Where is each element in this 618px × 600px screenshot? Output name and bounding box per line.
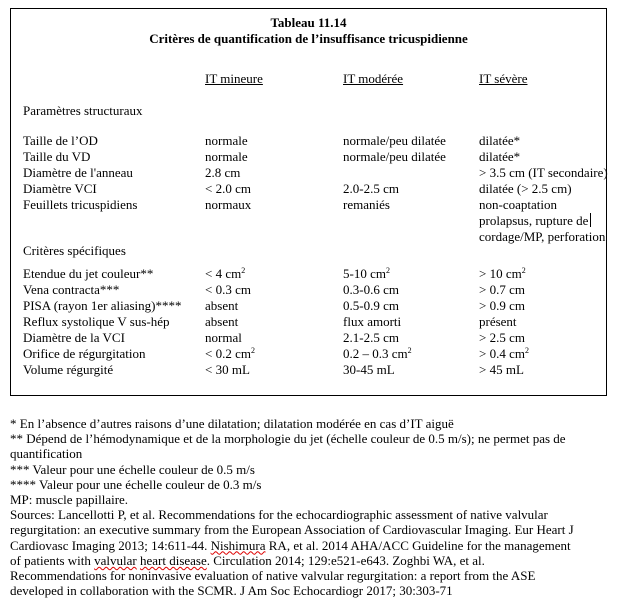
cell-mild: < 0.2 $cm^2$ (205, 346, 255, 361)
footnote-4: **** Valeur pour une échelle couleur de 0.3 m/s (10, 476, 262, 492)
cell-mild: normaux (205, 197, 252, 212)
cell-severe: non-coaptation (479, 197, 557, 212)
cell-mild: < 0.3 cm (205, 282, 251, 297)
cell-severe: dilatée* (479, 133, 521, 148)
row-label: Diamètre VCI (23, 181, 97, 196)
table-row (23, 362, 606, 378)
cell-moderate: 0.2 – 0.3 $cm^2$ (343, 346, 412, 361)
unit-exponent: 2 (524, 346, 529, 355)
header-mild: IT mineure (205, 71, 263, 86)
footnotes (10, 416, 610, 598)
cell-severe: > 3.5 cm (IT secondaire) (479, 165, 608, 180)
cell-moderate: flux amorti (343, 314, 402, 329)
sources-line-2: regurgitation: an executive summary from the European Association of Cardiovascular Imaging. Eur Heart J (10, 522, 574, 538)
cell-severe: > 0.4 $cm^2$ (479, 346, 529, 361)
header-moderate: IT modérée (343, 71, 404, 86)
cell-mild: normale (205, 133, 248, 148)
row-label: Etendue du jet couleur** (23, 266, 154, 281)
table-row (23, 298, 606, 314)
leaflet-extra-line-1 (23, 213, 606, 229)
cell-severe: dilatée (> 2.5 cm) (479, 181, 572, 196)
cell-moderate: 2.1-2.5 cm (343, 330, 399, 345)
header-severe: IT sévère (479, 71, 528, 86)
cell-moderate: 5-10 $cm^2$ (343, 266, 390, 281)
sources-line-5: Recommendations for noninvasive evaluation of native valvular regurgitation: a report from the ASE (10, 568, 536, 584)
table-row (23, 330, 606, 346)
cell-severe: > 45 mL (479, 362, 524, 377)
table-row (23, 197, 606, 213)
leaflet-extra-text-1: prolapsus, rupture de (479, 213, 589, 228)
cell-mild: < 2.0 cm (205, 181, 251, 196)
row-label: Vena contracta*** (23, 282, 120, 297)
cell-mild: 2.8 cm (205, 165, 241, 180)
footnote-2b: quantification (10, 446, 83, 462)
row-label: Taille de l’OD (23, 133, 98, 148)
cell-mild: < 4 $cm^2$ (205, 266, 246, 281)
cell-moderate: normale/peu dilatée (343, 149, 446, 164)
specific-section-heading: Critères spécifiques (23, 243, 126, 258)
cell-moderate: 30-45 mL (343, 362, 395, 377)
table-row (23, 133, 606, 149)
sources-line-6: developed in collaboration with the SCMR. J Am Soc Echocardiogr 2017; 30:303-71 (10, 583, 453, 599)
sources-line-4: of patients with valvular heart disease. Circulation 2014; 129:e521-e643. Zoghbi WA, et al. (10, 552, 485, 568)
cell-severe: > 10 $cm^2$ (479, 266, 526, 281)
unit-exponent: 2 (521, 266, 526, 275)
criteria-table (10, 8, 607, 396)
unit-exponent: 2 (385, 266, 390, 275)
table-row (23, 181, 606, 197)
unit-exponent: 2 (250, 346, 255, 355)
cell-mild: normale (205, 149, 248, 164)
row-label: Diamètre de l'anneau (23, 165, 133, 180)
cell-severe: > 0.7 cm (479, 282, 525, 297)
sources-line-1: Sources: Lancellotti P, et al. Recommendations for the echocardiographic assessment of native valvular (10, 507, 548, 523)
unit-exponent: 2 (241, 266, 246, 275)
table-row (23, 266, 606, 282)
table-row (23, 149, 606, 165)
row-label: Diamètre de la VCI (23, 330, 125, 345)
cell-moderate: 0.5-0.9 cm (343, 298, 399, 313)
table-row (23, 314, 606, 330)
row-label: Volume régurgité (23, 362, 114, 377)
cell-severe: présent (479, 314, 517, 329)
leaflet-extra-text-2: cordage/MP, perforation (479, 229, 606, 244)
row-label: PISA (rayon 1er aliasing)**** (23, 298, 182, 313)
footnote-2a: ** Dépend de l’hémodynamique et de la morphologie du jet (échelle couleur de 0.5 m/s); ne permet pas de (10, 431, 566, 447)
footnote-3: *** Valeur pour une échelle couleur de 0.5 m/s (10, 461, 255, 477)
text-cursor (590, 213, 591, 227)
table-row (23, 282, 606, 298)
cell-mild: normal (205, 330, 242, 345)
row-label: Reflux systolique V sus-hép (23, 314, 170, 329)
spellcheck-word: heart disease (139, 552, 207, 568)
cell-moderate: normale/peu dilatée (343, 133, 446, 148)
table-row (23, 346, 606, 362)
unit-exponent: 2 (407, 346, 412, 355)
footnote-5: MP: muscle papillaire. (10, 492, 129, 508)
cell-severe: > 0.9 cm (479, 298, 525, 313)
cell-severe: > 2.5 cm (479, 330, 525, 345)
spellcheck-word: Nishimura (210, 537, 266, 553)
table-title: Tableau 11.14 (270, 15, 347, 30)
cell-mild: absent (205, 298, 239, 313)
cell-mild: < 30 mL (205, 362, 250, 377)
cell-mild: absent (205, 314, 239, 329)
row-label: Orifice de régurgitation (23, 346, 146, 361)
table-row (23, 165, 606, 181)
footnote-1: * En l’absence d’autres raisons d’une dilatation; dilatation modérée en cas d’IT aiguë (10, 416, 454, 431)
spellcheck-word: valvular (94, 552, 137, 568)
row-label: Taille du VD (23, 149, 91, 164)
sources-line-3: Cardiovasc Imaging 2013; 14:611-44. Nishimura RA, et al. 2014 AHA/ACC Guideline for the management (10, 537, 571, 553)
table-subtitle: Critères de quantification de l’insuffisance tricuspidienne (149, 31, 468, 46)
cell-severe: dilatée* (479, 149, 521, 164)
cell-moderate: remaniés (343, 197, 390, 212)
cell-moderate: 2.0-2.5 cm (343, 181, 399, 196)
structural-section-heading: Paramètres structuraux (23, 103, 143, 118)
cell-moderate: 0.3-0.6 cm (343, 282, 399, 297)
row-label: Feuillets tricuspidiens (23, 197, 138, 212)
